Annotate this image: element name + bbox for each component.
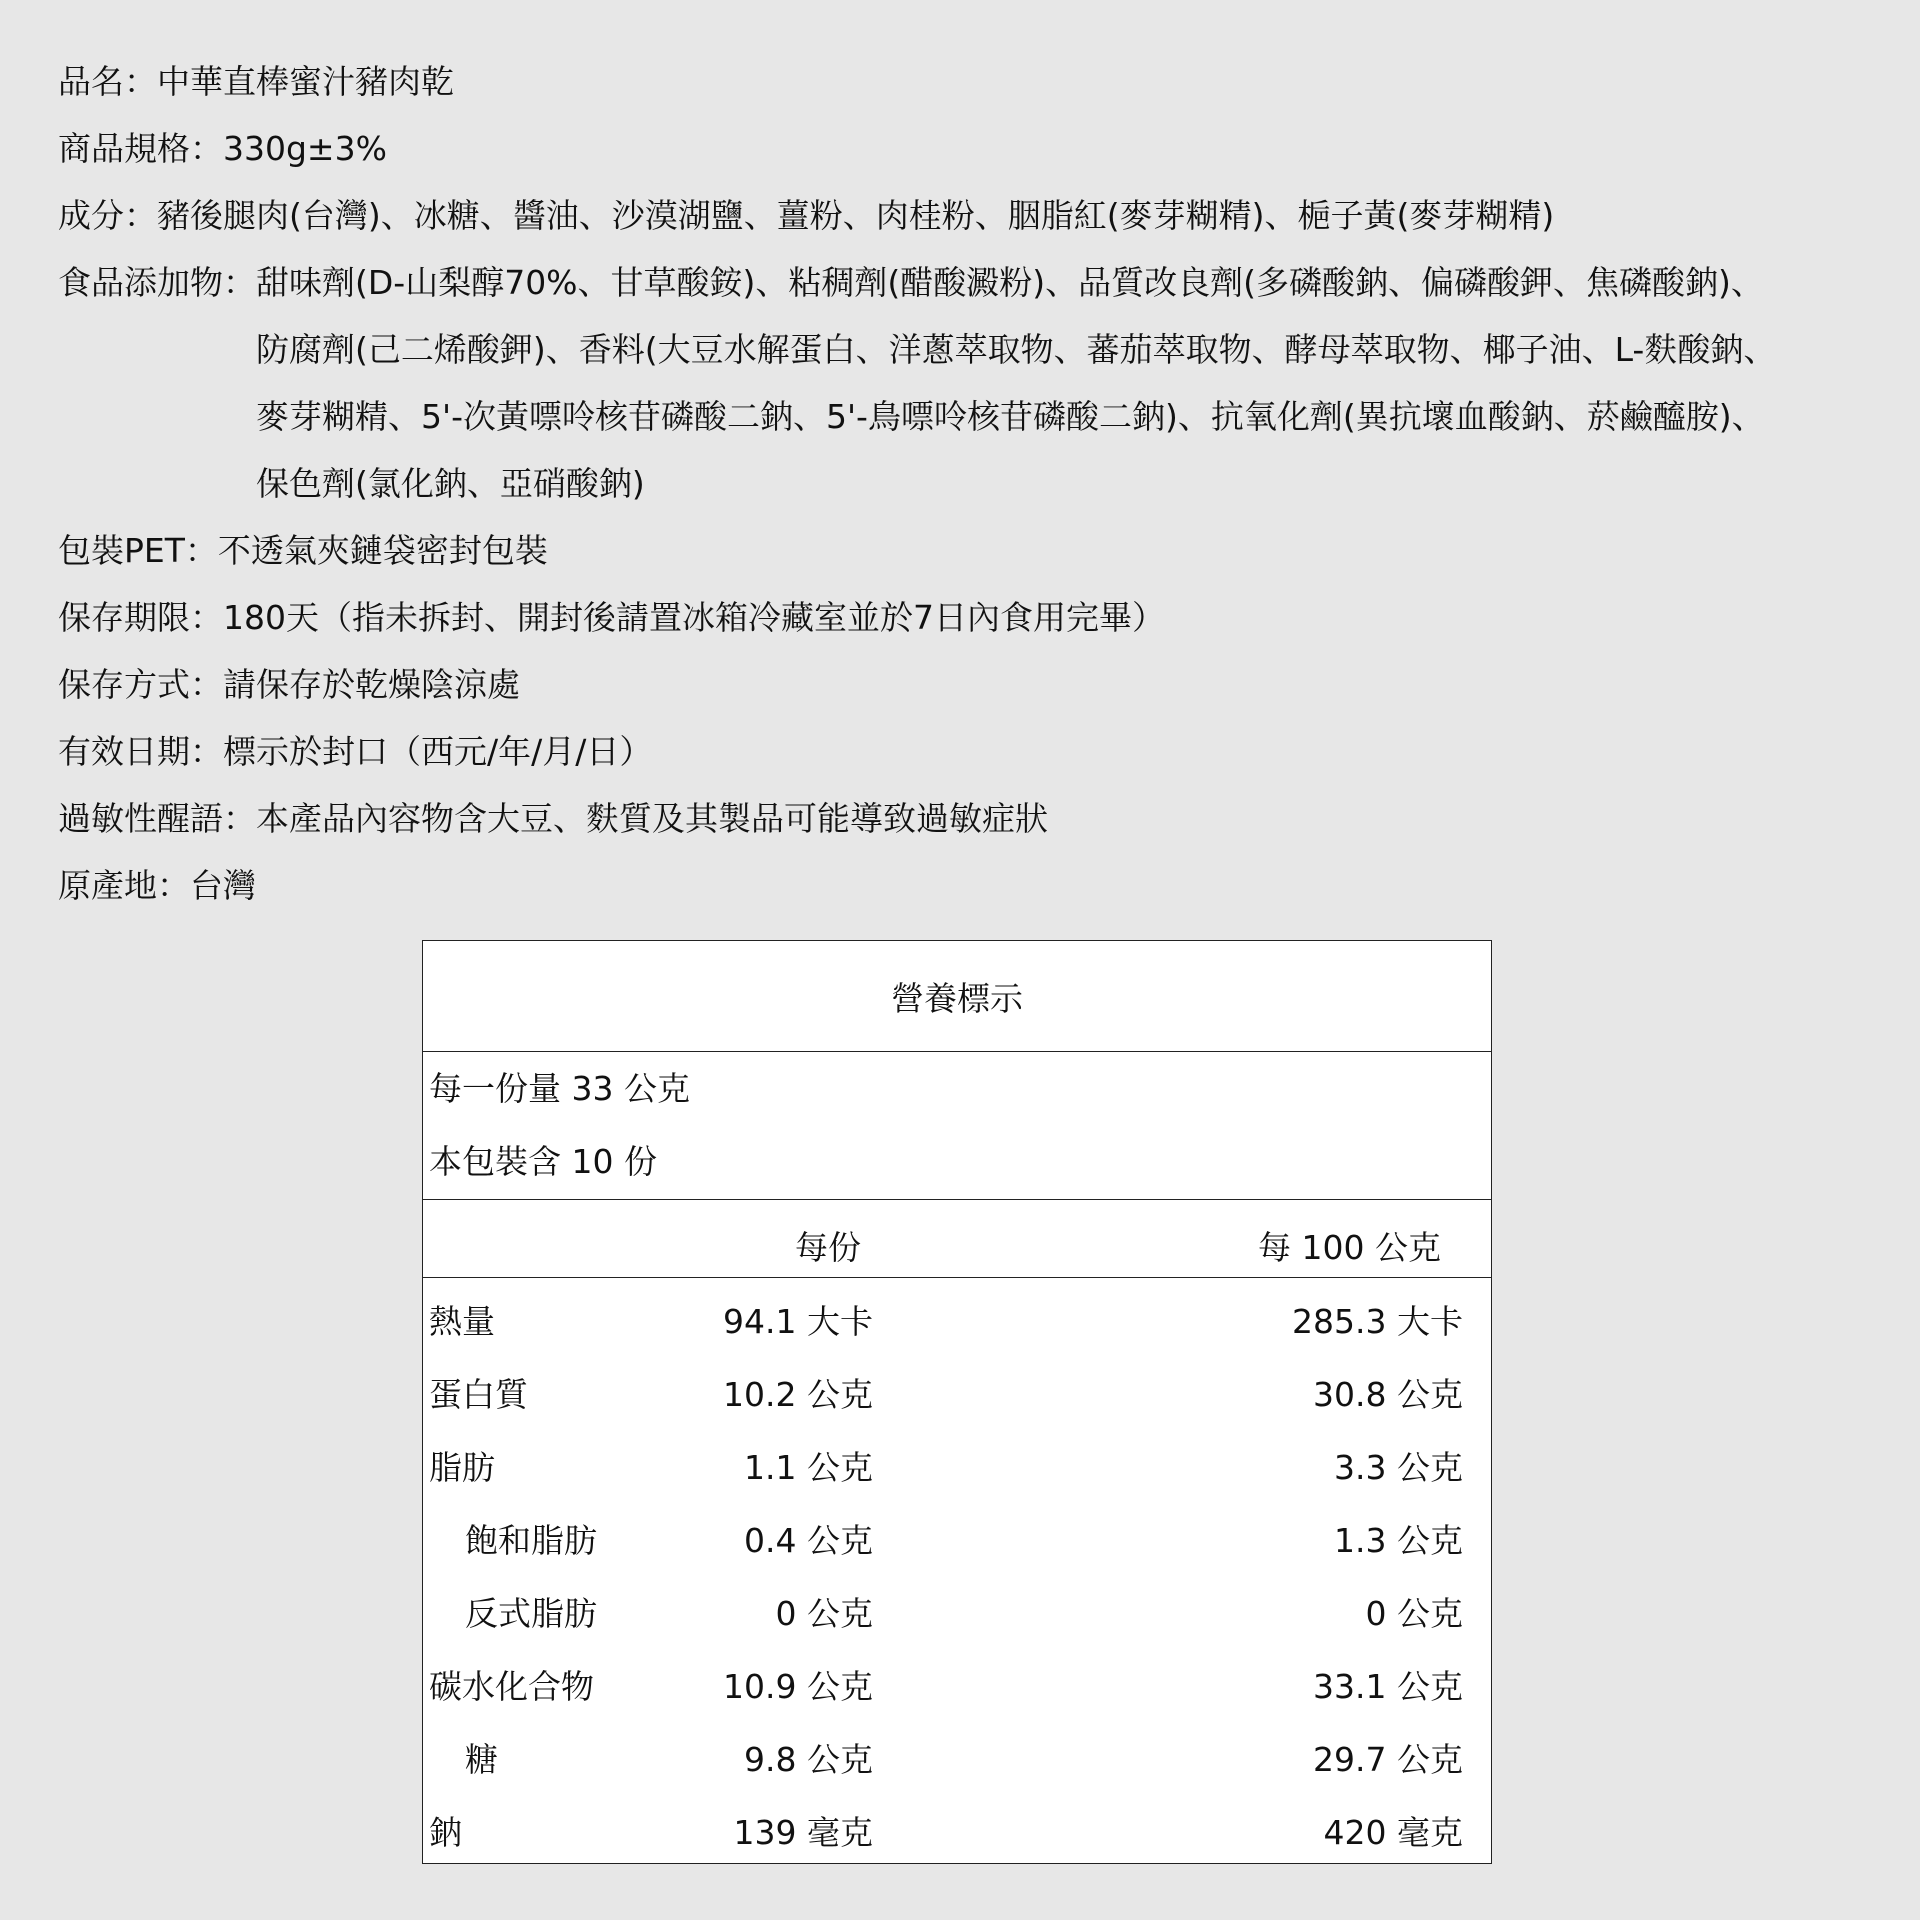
- nutrient-name: 糖: [465, 1740, 498, 1779]
- info-label: 保存期限：: [58, 598, 223, 637]
- nutrient-per-100g: 30.8 公克: [1313, 1375, 1463, 1414]
- info-value: 不透氣夾鏈袋密封包裝: [217, 531, 548, 570]
- nutrition-row: [423, 1722, 1491, 1795]
- col-per-100g: 每 100 公克: [1258, 1228, 1441, 1267]
- nutrient-per-serving: 9.8 公克: [744, 1740, 873, 1779]
- nutrition-row: [423, 1795, 1491, 1868]
- packaging-line: [58, 517, 1898, 584]
- nutrient-name: 飽和脂肪: [465, 1521, 597, 1560]
- nutrient-per-serving: 0 公克: [775, 1594, 873, 1633]
- nutrient-per-serving: 10.9 公克: [723, 1667, 873, 1706]
- nutrient-name: 反式脂肪: [465, 1594, 597, 1633]
- expiry-line: [58, 718, 1898, 785]
- info-label: 成分：: [58, 196, 157, 235]
- info-value: 180天（指未拆封、開封後請置冰箱冷藏室並於7日內食用完畢）: [223, 598, 1165, 637]
- nutrition-row: [423, 1576, 1491, 1649]
- nutrition-row: [423, 1357, 1491, 1430]
- nutrition-row: [423, 1284, 1491, 1357]
- nutrient-name: 熱量: [429, 1302, 495, 1341]
- additives-line: [58, 249, 1898, 517]
- ingredients-line: [58, 182, 1898, 249]
- nutrition-row: [423, 1430, 1491, 1503]
- nutrient-per-100g: 420 毫克: [1323, 1813, 1463, 1852]
- shelf-life-line: [58, 584, 1898, 651]
- nutrient-per-100g: 1.3 公克: [1334, 1521, 1463, 1560]
- info-label: 商品規格：: [58, 129, 223, 168]
- additives-text: 甜味劑(D-山梨醇70%、甘草酸銨)、粘稠劑(醋酸澱粉)、品質改良劑(多磷酸鈉、偏磷酸鉀、焦磷酸鈉)、: [256, 263, 1764, 302]
- additives-text: 保色劑(氯化鈉、亞硝酸鈉): [256, 464, 645, 503]
- info-value: 標示於封口（西元/年/月/日）: [223, 732, 653, 771]
- nutrient-per-serving: 10.2 公克: [723, 1375, 873, 1414]
- nutrient-per-serving: 1.1 公克: [744, 1448, 873, 1487]
- info-label: 包裝PET：: [58, 531, 218, 570]
- serving-size: 每一份量 33 公克: [429, 1069, 690, 1108]
- nutrient-per-serving: 94.1 大卡: [723, 1302, 873, 1341]
- nutrient-name: 碳水化合物: [429, 1667, 594, 1706]
- servings-per-package: 本包裝含 10 份: [429, 1142, 657, 1181]
- origin-line: [58, 852, 1898, 919]
- nutrition-row: [423, 1649, 1491, 1722]
- product-name-line: [58, 48, 1898, 115]
- product-info: [58, 48, 1898, 919]
- nutrient-per-serving: 139 毫克: [733, 1813, 873, 1852]
- nutrition-header: [423, 1200, 1491, 1278]
- nutrient-per-100g: 33.1 公克: [1313, 1667, 1463, 1706]
- spec-line: [58, 115, 1898, 182]
- info-value: 台灣: [190, 866, 256, 905]
- info-value: 330g±3%: [223, 129, 387, 168]
- additives-text: 麥芽糊精、5'-次黃嘌呤核苷磷酸二鈉、5'-鳥嘌呤核苷磷酸二鈉)、抗氧化劑(異抗壞血酸鈉、菸鹼醯胺)、: [256, 397, 1765, 436]
- info-label: 有效日期：: [58, 732, 223, 771]
- nutrition-row: [423, 1503, 1491, 1576]
- info-value: 本產品內容物含大豆、麩質及其製品可能導致過敏症狀: [256, 799, 1048, 838]
- info-label: 過敏性醒語：: [58, 799, 256, 838]
- additives-text: 防腐劑(己二烯酸鉀)、香料(大豆水解蛋白、洋蔥萃取物、蕃茄萃取物、酵母萃取物、椰子油、L-麩酸鈉、: [256, 330, 1777, 369]
- nutrient-per-100g: 0 公克: [1365, 1594, 1463, 1633]
- info-label: 原產地：: [58, 866, 190, 905]
- nutrient-per-serving: 0.4 公克: [744, 1521, 873, 1560]
- additives-value: [256, 249, 1876, 517]
- allergen-line: [58, 785, 1898, 852]
- nutrition-title: 營養標示: [423, 941, 1491, 1052]
- info-value: 豬後腿肉(台灣)、冰糖、醬油、沙漠湖鹽、薑粉、肉桂粉、胭脂紅(麥芽糊精)、梔子黃(麥芽糊精): [157, 196, 1555, 235]
- info-value: 中華直棒蜜汁豬肉乾: [157, 62, 454, 101]
- nutrient-name: 蛋白質: [429, 1375, 528, 1414]
- serving-info: [423, 1052, 1491, 1200]
- col-per-serving: 每份: [795, 1228, 861, 1267]
- storage-line: [58, 651, 1898, 718]
- nutrient-per-100g: 285.3 大卡: [1292, 1302, 1463, 1341]
- info-label: 食品添加物：: [58, 263, 256, 302]
- info-label: 品名：: [58, 62, 157, 101]
- nutrient-per-100g: 3.3 公克: [1334, 1448, 1463, 1487]
- nutrient-per-100g: 29.7 公克: [1313, 1740, 1463, 1779]
- nutrition-rows: [423, 1278, 1491, 1868]
- info-value: 請保存於乾燥陰涼處: [223, 665, 520, 704]
- nutrient-name: 鈉: [429, 1813, 462, 1852]
- info-label: 保存方式：: [58, 665, 223, 704]
- nutrient-name: 脂肪: [429, 1448, 495, 1487]
- nutrition-table: [422, 940, 1492, 1864]
